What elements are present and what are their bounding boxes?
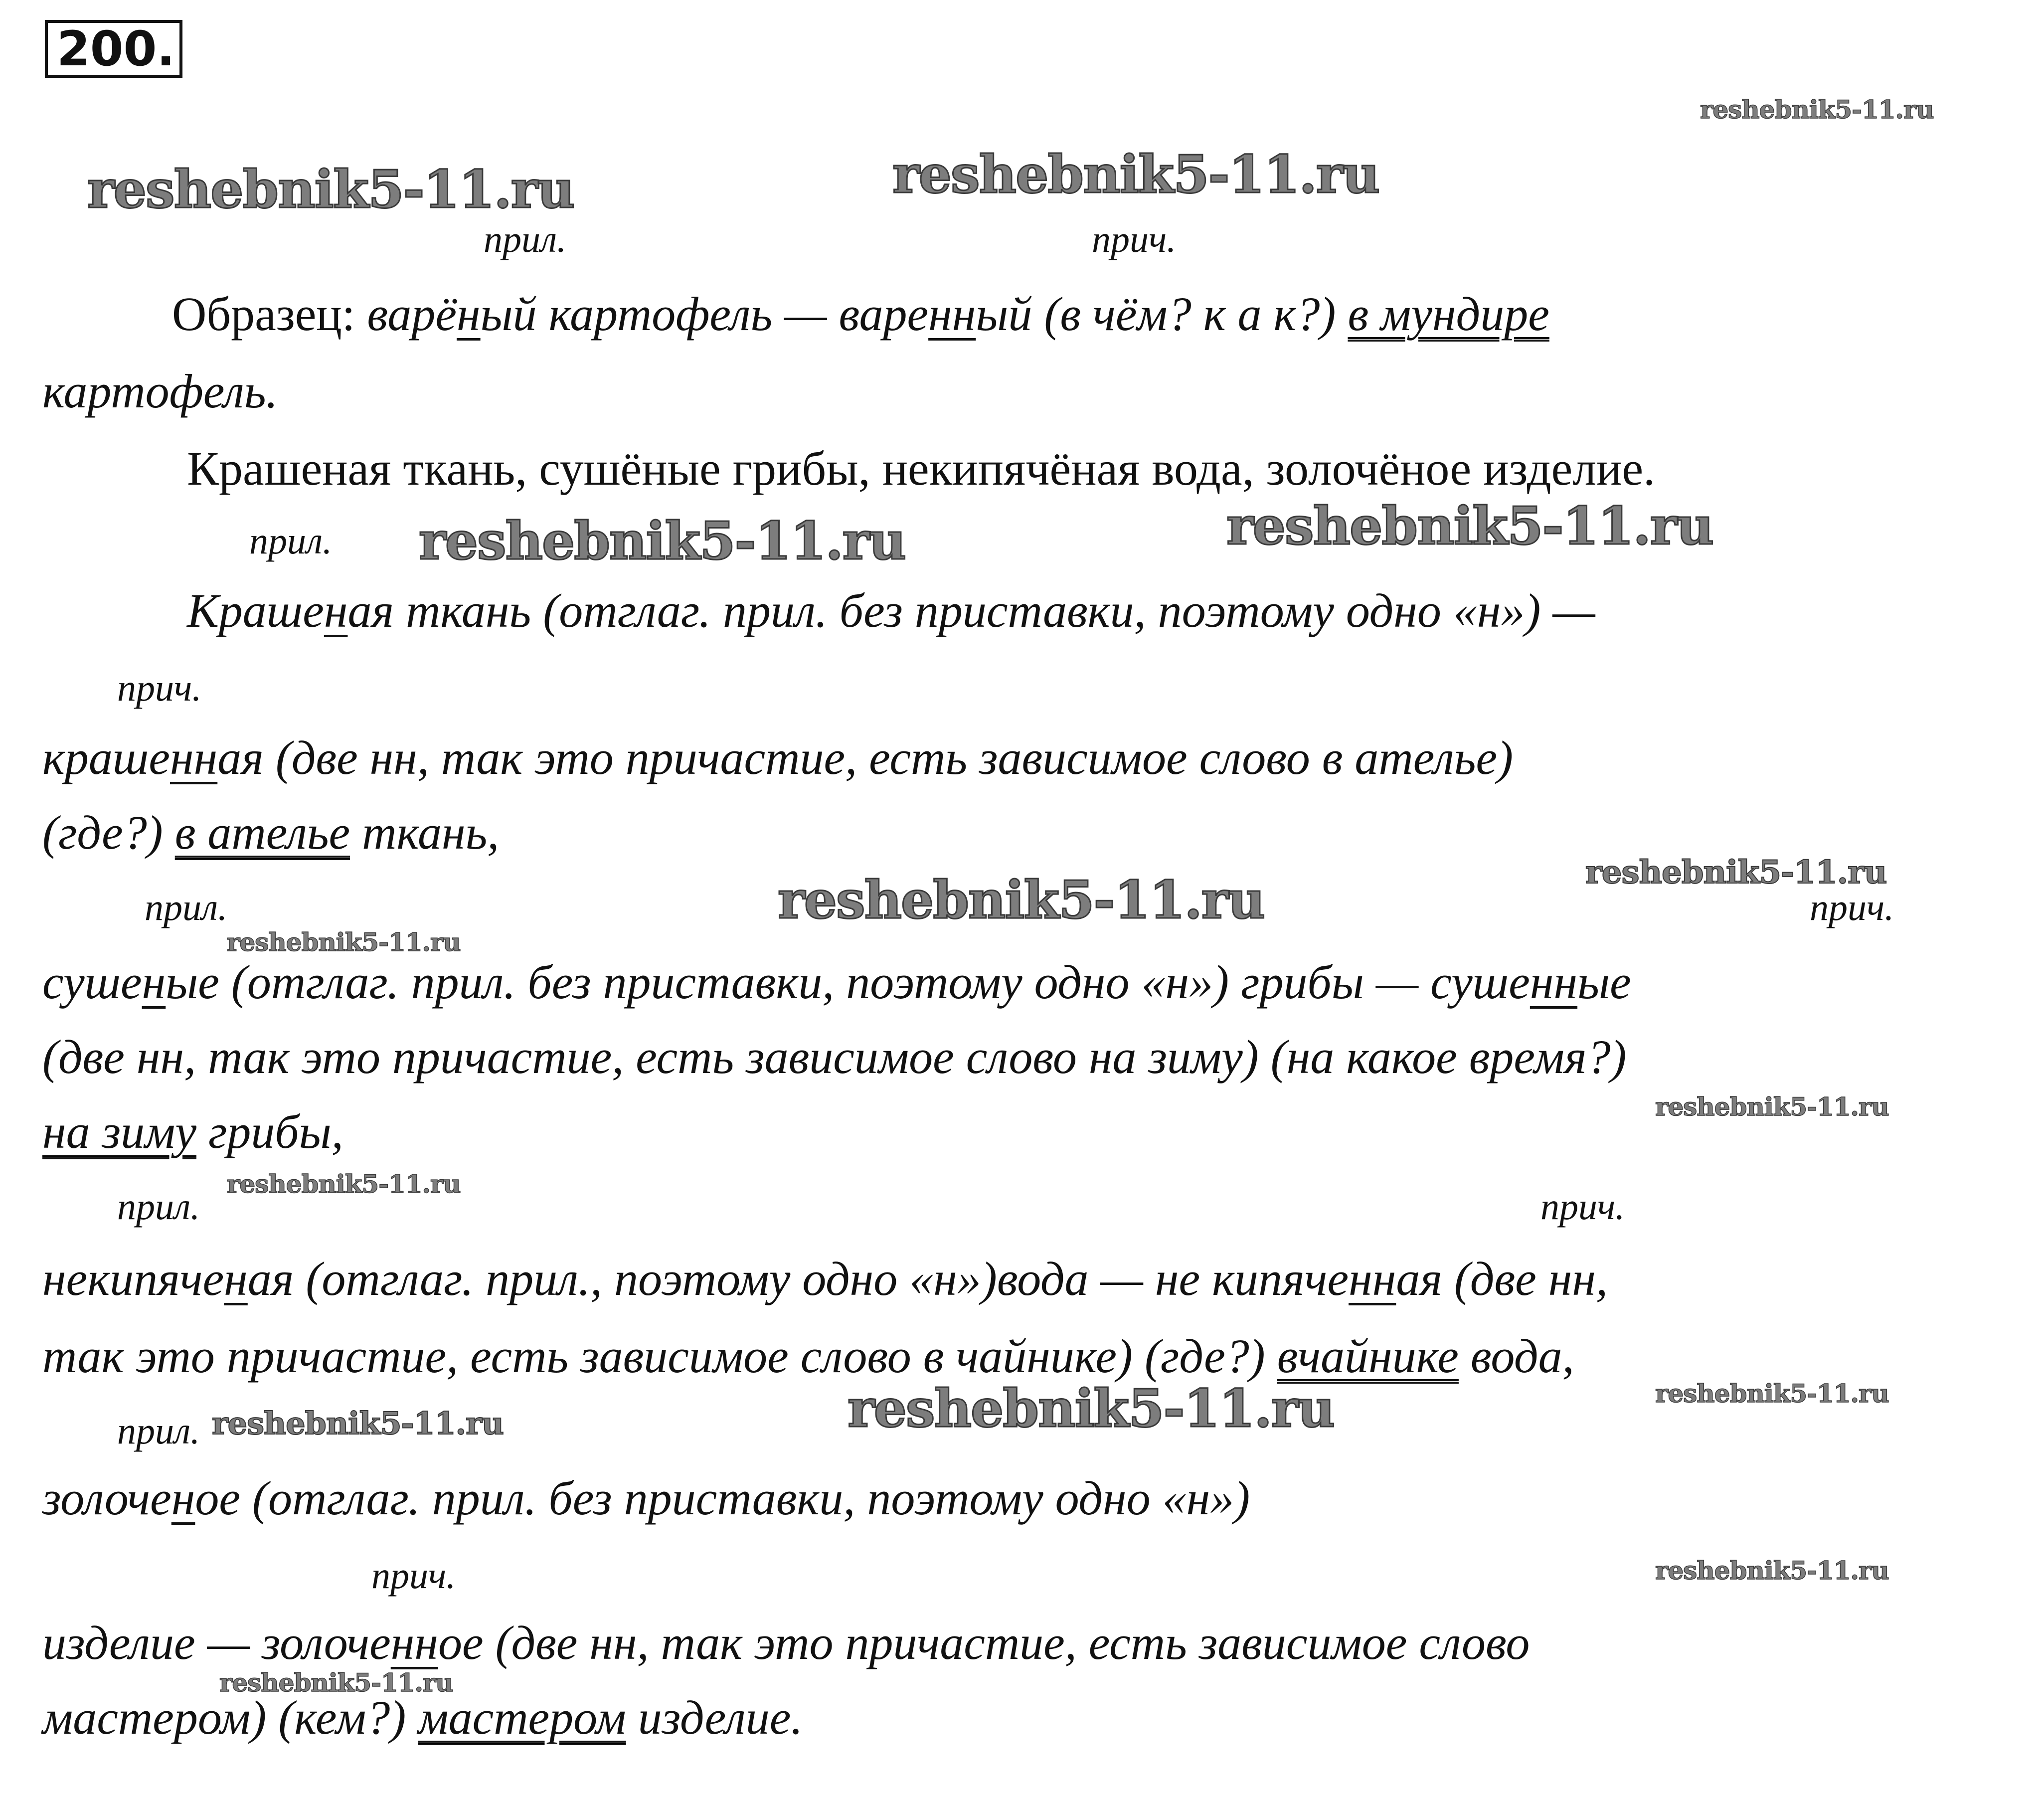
dependent-word: в мундире (1348, 287, 1549, 341)
underlined-suffix: нн (928, 287, 976, 341)
part-label: прич. (1092, 218, 1177, 260)
part-label: прич. (117, 667, 202, 709)
text-segment: ый картофель — варе (480, 287, 929, 341)
text-segment: ое (отглаг. прил. без приставки, поэтому одно «н») (195, 1471, 1250, 1525)
text-segment: суше (42, 955, 142, 1009)
underlined-suffix: нн (390, 1616, 438, 1669)
text-segment: ое (две нн, так это причастие, есть зависимое слово (438, 1616, 1530, 1669)
task-line: Крашеная ткань, сушёные грибы, некипячёная вода, золочёное изделие. (187, 442, 1656, 495)
answer-line-5: (две нн, так это причастие, есть зависимое слово на зиму) (на какое время?) (42, 1030, 1627, 1083)
answer-line-1 (187, 581, 1595, 641)
exercise-number: 200. (45, 20, 182, 78)
text-segment: ая (две нн, так это причастие, есть зависимое слово в ателье) (217, 731, 1514, 784)
underlined-suffix: н (142, 955, 166, 1009)
watermark: reshebnik5-11.ru (227, 1169, 461, 1199)
watermark: reshebnik5-11.ru (87, 159, 574, 220)
adj-label: прил. (145, 887, 228, 928)
watermark: reshebnik5-11.ru (1655, 1556, 1889, 1585)
watermark: reshebnik5-11.ru (778, 869, 1265, 930)
part-label: прич. (371, 1555, 456, 1597)
answer-line-10 (42, 1613, 1530, 1673)
text-segment: Краше (187, 584, 324, 637)
answer-line-8 (42, 1326, 1574, 1386)
underlined-suffix: н (171, 1471, 195, 1525)
underlined-suffix: нн (1530, 955, 1578, 1009)
watermark: reshebnik5-11.ru (1655, 1379, 1889, 1408)
text-segment: варё (367, 287, 457, 341)
watermark: reshebnik5-11.ru (212, 1405, 504, 1442)
text-segment: грибы, (196, 1105, 343, 1158)
answer-line-4 (42, 952, 1631, 1012)
text-segment: ткань, (350, 806, 500, 859)
part-label: прич. (1540, 1186, 1625, 1228)
answer-line-2 (42, 728, 1513, 788)
sample-line (172, 284, 1549, 344)
watermark: reshebnik5-11.ru (892, 144, 1379, 205)
text-segment: изделие. (626, 1691, 803, 1744)
watermark: reshebnik5-11.ru (219, 1668, 453, 1697)
watermark: reshebnik5-11.ru (227, 927, 461, 957)
underlined-suffix: н (224, 1252, 248, 1305)
adj-label: прил. (117, 1410, 200, 1452)
adj-label: прил. (484, 218, 567, 260)
underlined-suffix: н (324, 584, 348, 637)
text-segment: изделие — золоче (42, 1616, 391, 1669)
answer-line-6 (42, 1102, 343, 1162)
dependent-word: вчайнике (1277, 1329, 1459, 1383)
watermark: reshebnik5-11.ru (1655, 1092, 1889, 1121)
text-segment: ые (отглаг. прил. без приставки, поэтому одно «н») грибы — суше (166, 955, 1530, 1009)
answer-line-7 (42, 1249, 1608, 1309)
answer-line-9 (42, 1468, 1250, 1528)
text-segment: мастером) (кем?) (42, 1691, 418, 1744)
adj-label: прил. (117, 1186, 200, 1228)
underlined-suffix: н (456, 287, 481, 341)
answer-line-11 (42, 1688, 803, 1748)
text-segment: так это причастие, есть зависимое слово в чайнике) (где?) (42, 1329, 1277, 1383)
text-segment: вода, (1458, 1329, 1574, 1383)
dependent-word: в ателье (174, 806, 350, 859)
watermark: reshebnik5-11.ru (1700, 95, 1934, 124)
text-segment: золоче (42, 1471, 171, 1525)
text-segment: ая (две нн, (1396, 1252, 1608, 1305)
part-label: прич. (1810, 887, 1894, 928)
text-segment: ые (1577, 955, 1631, 1009)
text-segment: некипяче (42, 1252, 224, 1305)
dependent-word: мастером (418, 1691, 626, 1744)
text-segment: ая (отглаг. прил., поэтому одно «н»)вода — не кипяче (247, 1252, 1349, 1305)
watermark: reshebnik5-11.ru (848, 1378, 1335, 1439)
text-segment: (где?) (42, 806, 175, 859)
adj-label: прил. (249, 520, 333, 562)
watermark: reshebnik5-11.ru (419, 510, 906, 571)
answer-line-3 (42, 803, 499, 863)
watermark: reshebnik5-11.ru (1226, 495, 1713, 556)
underlined-suffix: нн (170, 731, 218, 784)
watermark: reshebnik5-11.ru (1585, 854, 1887, 891)
text-segment: ая ткань (отглаг. прил. без приставки, поэтому одно «н») — (347, 584, 1595, 637)
dependent-word: на зиму (42, 1105, 196, 1158)
text-segment: ый (в чём? к а к?) (976, 287, 1348, 341)
sample-line-2: картофель. (42, 364, 278, 418)
underlined-suffix: нн (1349, 1252, 1396, 1305)
sample-prefix: Образец: (172, 287, 367, 341)
text-segment: краше (42, 731, 170, 784)
